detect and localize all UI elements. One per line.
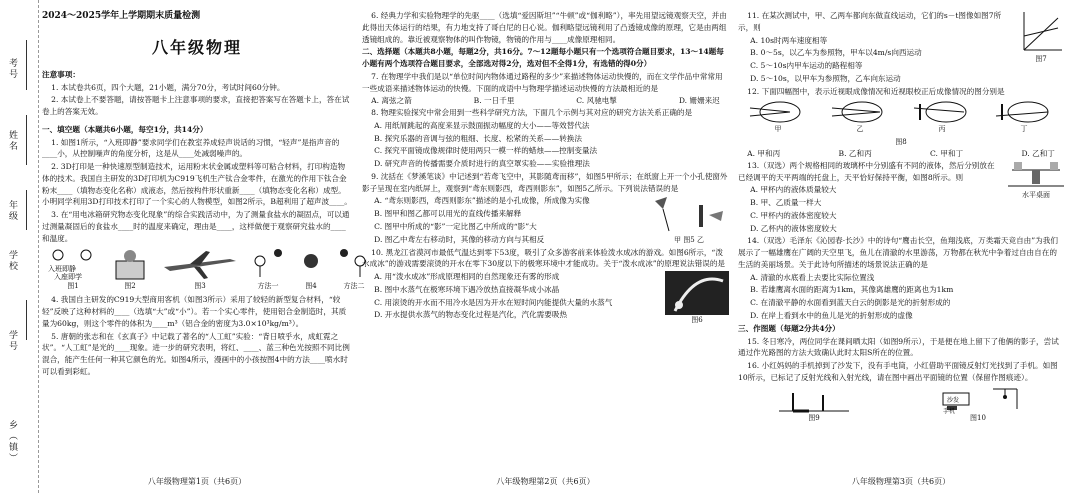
q7-option-c: C. 风驰电掣 <box>576 96 617 106</box>
eye-icon <box>750 100 806 124</box>
figure-5-jia: 甲 <box>674 236 682 245</box>
notice-2: 2. 本试卷上不要答题，请按答题卡上注意事项的要求，直接把答案写在答题卡上，答在试卷上的答案无效。 <box>42 95 350 117</box>
q10-option-d: D. 开水提供水蒸气的物态变化过程是汽化，汽化需要吸热 <box>374 310 568 320</box>
q8-option-b: B. 探究乐器的音调与弦的粗细、长度、松紧的关系——转换法 <box>374 133 582 143</box>
figure-10-label: 图10 <box>970 413 986 422</box>
q11-option-a: A. 10s时两车速度相等 <box>750 35 828 45</box>
margin-line <box>26 40 27 90</box>
eye-diagram-ding <box>996 100 1052 135</box>
figure-9-label: 图9 <box>808 413 820 422</box>
q7-option-d: D. 姗姗来迟 <box>678 96 720 106</box>
figure-5-label: 图5 <box>683 236 695 245</box>
margin-label-student-no: 学号 <box>7 330 17 352</box>
eye-icon <box>832 100 888 124</box>
q13-option-c: C. 甲杯内的液体密度较大 <box>750 210 837 220</box>
figure-4 <box>296 247 326 292</box>
question-16: 16. 小红妈妈的手机掉到了沙发下，没有手电筒，小红借助平面镜反射灯光找到了手机。如图10所示，已标记了反射光线和入射光线，请在图中画出平面镜的位置（保留作图痕迹）。 <box>738 361 1058 382</box>
balance-scale-icon <box>1008 160 1064 190</box>
figure-1 <box>46 247 100 292</box>
q9-option-c: C. 图甲中所成的“影”一定比图乙中所成的“影”大 <box>374 222 537 232</box>
c919-airplane-illustration <box>160 247 240 281</box>
phone-text: 手机 <box>943 407 956 415</box>
page-2-footer: 八年级物理第2页（共6页） <box>496 476 595 486</box>
question-4: 4. 我国自主研发的C919大型商用客机（如图3所示）采用了较轻的新型复合材料，“较轻”反映了这种材料的____（选填“大”或“小”）。若一个实心零件，使用铝合金制造时，其质量为60kg，则这个零件的体积为____m³（铝合金的密度为3.0×10³kg/m³）。 <box>42 295 347 328</box>
q10-option-c: C. 用滚烫的开水而不用冷水是因为开水在短时间内能提供大量的水蒸气 <box>374 297 613 307</box>
question-7-options <box>362 95 729 107</box>
q10-option-a: A. 用“泼水成冰”形成原理相同的自然现象还有雾的形成 <box>374 272 560 282</box>
exam-page-3 <box>738 0 1064 493</box>
figure-2 <box>110 247 150 292</box>
section-2-title: 二、选择题（本题共8小题，每题2分，共16分。7～12题每小题只有一个选项符合题目要求，13～14题每小题有两个选项符合题目要求，全部选对得2分，选对但不全得1分，有选错的得0分） <box>362 47 724 69</box>
margin-line <box>26 300 27 340</box>
eye-label-jia: 甲 <box>774 125 782 134</box>
table-label: 水平桌面 <box>1022 190 1050 199</box>
margin-label-exam-no: 考号 <box>7 58 17 80</box>
fig1-text-1: 入班即静 <box>48 265 76 274</box>
q9-option-a: A. “鸢东则影西，鸢西则影东”描述的是小孔成像，所成像为实像 <box>374 196 590 206</box>
figure-9-10-row <box>738 385 1064 426</box>
q9-option-b: B. 图甲和图乙都可以用光的直线传播来解释 <box>374 209 522 219</box>
figure-4-label: 图4 <box>305 282 317 291</box>
question-12: 12. 下面四幅图中，表示近视眼成像情况和近视眼校正后成像情况的图分别是 <box>747 86 1005 96</box>
question-2: 2. 3D打印是一种快速原型制造技术，运用粉末状金属或塑料等可粘合材料，打印构造物体的技术。我国自主研发的3D打印机为C919飞机生产钛合金零件，在激光的作用下钛合金粉末____（填物态变化名称）成液态，然后按构件形状重新____（填物态变化名称）成型。小明同学利用3D打印技术打印了一个实心的人物模型，如图2所示，B超利用了超声波____。 <box>42 162 352 207</box>
exam-page-1 <box>42 0 365 493</box>
figure-5 <box>649 195 729 246</box>
q8-option-a: A. 用纸屑跳起的高度来显示鼓面振动幅度的大小——等效替代法 <box>374 120 590 130</box>
exam-header: 2024～2025学年上学期期末质量检测 <box>42 11 201 21</box>
sofa-phone-illustration <box>933 387 1023 413</box>
q13-option-b: B. 甲、乙质量一样大 <box>750 198 822 208</box>
notice-1: 1. 本试卷共6页，四个大题，21小题，满分70分，考试时间60分钟。 <box>51 82 285 92</box>
q7-option-a: A. 离弦之箭 <box>371 96 412 106</box>
q12-option-c: C. 甲和丁 <box>930 149 964 159</box>
figure-8-label: 图8 <box>895 138 907 147</box>
section-1-title: 一、填空题（本题共6小题，每空1分，共14分） <box>42 124 208 134</box>
question-3: 3. 在“用电冰箱研究物态变化现象”的综合实践活动中，为了测量食盐水的凝固点，可以通过测量凝固后的食盐水____时的温度来确定，理由是____，这样做便于观察研究盐水的____和温度。 <box>42 210 350 243</box>
sofa-text: 沙发 <box>947 396 960 404</box>
q11-option-b: B. 0～5s，以乙车为参照物，甲车以4m/s向西运动 <box>750 48 922 58</box>
pinhole-kite-illustration <box>649 195 729 235</box>
margin-label-name: 姓名 <box>7 130 17 152</box>
q14-option-d: D. 在岸上看到水中的鱼儿是光的折射形成的虚像 <box>750 311 913 320</box>
figure-10 <box>933 387 1023 424</box>
figure-5-yi: 乙 <box>696 236 704 245</box>
question-14: 14.（双选）毛泽东《沁园春·长沙》中的诗句“鹰击长空，鱼翔浅底，万类霜天竞自由”为我们展示了一幅雄鹰在广阔的天空里飞，鱼儿在清澈的水里游荡，万物都在秋光中争着过自由自在的生活的美丽场景。关于此诗句所描述的场景说法正确的是 <box>738 236 1058 269</box>
question-11: 11. 在某次测试中，甲、乙两车都向东做直线运动，它们的s－t图像如图7所示，则 <box>738 11 1002 32</box>
q14-option-b: B. 若雄鹰离水面的距离为1km，其像离雄鹰的距离也为1km <box>750 285 954 295</box>
question-12-options <box>738 148 1064 160</box>
figure-7-label: 图7 <box>1035 55 1047 63</box>
sun-icon <box>296 247 326 281</box>
figure-5-caption <box>674 235 704 246</box>
st-graph <box>1018 10 1064 54</box>
figure-3-label: 图3 <box>194 282 206 291</box>
q8-option-d: D. 研究声音的传播需要介质时进行的真空罩实验——实验推理法 <box>374 159 590 169</box>
margin-label-grade: 年级 <box>7 200 17 222</box>
question-10: 10. 黑龙江省漠河市最低气温达到零下53度，吸引了众多游客前来体验泼水成冰的游戏。如图6所示，“泼水成冰”的游戏需要滚烫的开水在零下30度以下的极寒环境中才能成功。关于“泼水成冰”的原理说法错误的是 <box>362 247 726 269</box>
method-1-label: 方法一 <box>257 282 279 291</box>
q11-option-c: C. 5～10s内甲车运动的路程相等 <box>750 61 863 71</box>
q12-option-a: A. 甲和丙 <box>747 149 781 159</box>
quiet-class-illustration <box>46 247 100 281</box>
notice-title: 注意事项： <box>42 69 80 79</box>
q12-option-d: D. 乙和丁 <box>1021 149 1055 159</box>
figure-3 <box>160 247 240 292</box>
exam-title: 八年级物理 <box>151 37 242 57</box>
page-3-footer: 八年级物理第3页（共6页） <box>851 476 951 486</box>
question-6: 6. 经典力学和实验物理学的先驱____（选填“爱因斯坦”“牛顿”或“伽利略”），率先用望远镜观察天空，并由此得出天体运行的结果，有力地支持了哥白尼的日心说。伽利略望远镜利用了凸透镜成像的原理，它是由两组透镜组成的。靠近被观察物体的叫作物镜，物镜的作用与____成像原理相同。 <box>362 11 727 44</box>
question-9: 9. 沈括在《梦溪笔谈》中记述到“若鸢飞空中，其影随鸢而移”，如图5甲所示；在纸窗上开一个小孔使窗外影子呈现在室内纸屏上，观察到“鸢东则影西，鸢西则影东”，如图5乙所示。下列说法错误的是 <box>362 171 728 193</box>
figure-8-row <box>738 98 1064 137</box>
splash-ice-illustration <box>665 271 729 315</box>
exam-page-2 <box>362 0 729 493</box>
fig1-text-2: 入座即学 <box>54 273 82 282</box>
figure-6 <box>665 271 729 326</box>
eye-diagram-bing <box>914 100 970 135</box>
q13-option-a: A. 甲杯内的液体质量较大 <box>750 185 837 195</box>
q12-option-b: B. 乙和丙 <box>838 149 872 159</box>
eye-diagram-yi <box>832 100 888 135</box>
figure-7 <box>1018 10 1064 65</box>
eye-label-ding: 丁 <box>1020 125 1028 134</box>
binding-margin <box>0 0 39 493</box>
q11-option-d: D. 5～10s，以甲车为参照物，乙车向东运动 <box>750 73 901 83</box>
method-2-label: 方法二 <box>343 282 365 291</box>
margin-label-township: 乡（镇） <box>7 420 17 464</box>
eye-label-yi: 乙 <box>856 125 864 134</box>
figure-1-label: 图1 <box>67 282 79 291</box>
question-8: 8. 物理实验探究中常会用到一些科学研究方法，下面几个示例与其对应的研究方法关系正确的是 <box>371 108 693 118</box>
figure-9 <box>779 387 849 424</box>
balance-figure <box>1008 160 1064 201</box>
q13-option-d: D. 乙杯内的液体密度较大 <box>750 223 837 233</box>
question-5: 5. 唐朝的张志和在《玄真子》中记载了著名的“人工虹”实验：“背日喷乎水，成虹霓之状”。“人工虹”是光的____现象。进一步的研究表明，将红、____、蓝三种色光按照不同比例混合，能产生任何一种其它颜色的光。如图4所示，漫画中的小孩按图4中的方法____喷水时可以看到彩虹。 <box>42 331 350 376</box>
3d-model-illustration <box>110 247 150 281</box>
q8-option-c: C. 探究平面镜成像规律时使用两只一模一样的蜡烛——控制变量法 <box>374 146 598 156</box>
q9-option-d: D. 图乙中鸢左右移动时，其像的移动方向与其相反 <box>374 234 545 244</box>
figure-4-method-1 <box>250 247 286 292</box>
students-shadow-illustration <box>779 387 849 413</box>
q14-option-a: A. 清澈的水底看上去要比实际位置浅 <box>750 272 875 282</box>
child-spray-method-1 <box>250 247 286 281</box>
question-13: 13.（双选）两个规格相同的玻璃杯中分别盛有不同的液体，然后分别放在已经调平的天平两端的托盘上，天平恰好保持平衡，如图8所示。则 <box>738 160 995 182</box>
section-3-title: 三、作图题（每题2分共4分） <box>738 323 840 333</box>
margin-label-school: 学校 <box>7 250 17 272</box>
question-7: 7. 在物理学中我们是以“单位时间内物体通过路程的多少”来描述物体运动快慢的，而在文学作品中常常用一些成语来描述物体运动的快慢。下面的成语中与物理学描述运动快慢的方法最相近的是 <box>362 71 723 93</box>
eye-icon <box>914 100 970 124</box>
question-1: 1. 如图1所示，“入班即静”要求同学们在教室养成轻声说话的习惯，“轻声”是指声音的____小，从控制噪声的角度分析，这是从____处减弱噪声的。 <box>42 137 340 159</box>
eye-icon <box>996 100 1052 124</box>
eye-label-bing: 丙 <box>938 125 946 134</box>
margin-line <box>26 190 27 230</box>
q7-option-b: B. 一日千里 <box>473 96 515 106</box>
eye-diagram-jia <box>750 100 806 135</box>
figure-6-label: 图6 <box>691 316 703 325</box>
question-15: 15. 冬日寒冷，两位同学在课间晒太阳（如图9所示），于是便在地上留下了他俩的影子，尝试通过作光路图的方法大致确认此时太阳S所在的位置。 <box>738 336 1059 358</box>
figure-row-1-4 <box>42 245 365 294</box>
figure-2-label: 图2 <box>124 282 136 291</box>
q14-option-c: C. 在清澈平静的水面看到蓝天白云的倒影是光的折射形成的 <box>750 298 951 308</box>
margin-line <box>26 115 27 165</box>
q10-option-b: B. 图中水蒸气在极寒环境下遇冷放热直接凝华成小冰晶 <box>374 284 560 294</box>
page-1-footer: 八年级物理第1页（共6页） <box>147 476 247 486</box>
